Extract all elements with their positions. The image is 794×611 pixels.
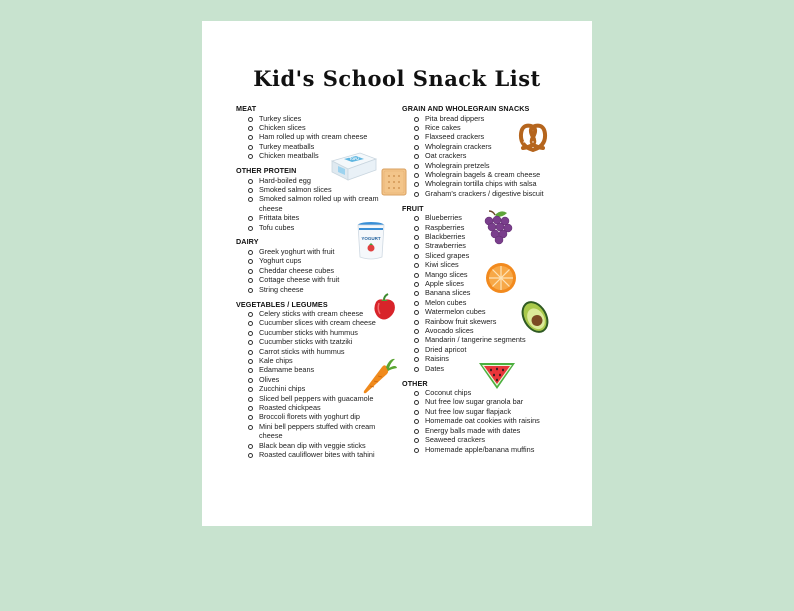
list-item: Smoked salmon slices: [236, 185, 426, 194]
tofu-label: TOFU: [349, 157, 359, 161]
orange-icon: [484, 261, 518, 295]
section-heading: MEAT: [236, 104, 257, 113]
list-item: Apple slices: [402, 279, 592, 288]
tofu-icon: [330, 151, 378, 181]
list-item: Energy balls made with dates: [402, 426, 592, 435]
list-item: Homemade oat cookies with raisins: [402, 416, 592, 425]
avocado-icon: [514, 299, 556, 335]
list-item: Chicken slices: [236, 123, 426, 132]
list-item: String cheese: [236, 285, 426, 294]
watermelon-icon: [477, 359, 517, 391]
list-item: Wholegrain tortilla chips with salsa: [402, 179, 592, 188]
snack-list-sheet: [202, 21, 592, 526]
list-item: Flaxseed crackers: [402, 132, 592, 141]
list-item: Wholegrain bagels & cream cheese: [402, 170, 592, 179]
list-item: Hard-boiled egg: [236, 176, 426, 185]
list-item: Wholegrain crackers: [402, 142, 592, 151]
list-item: Yoghurt cups: [236, 256, 426, 265]
section-heading: OTHER PROTEIN: [236, 166, 297, 176]
list-item: Zucchini chips: [236, 384, 426, 393]
list-item: Coconut chips: [402, 388, 592, 397]
list-item: Roasted cauliflower bites with tahini: [236, 450, 426, 459]
list-item: Kale chips: [236, 356, 426, 365]
list-item: Olives: [236, 375, 426, 384]
yogurt-label: YOGURT: [361, 236, 381, 241]
cracker-icon: [381, 168, 407, 196]
item-list: [402, 114, 592, 199]
list-item: Sliced grapes: [402, 251, 592, 260]
page-title: Kid's School Snack List: [253, 66, 541, 91]
list-item: Black bean dip with veggie sticks: [236, 441, 426, 450]
list-item: Melon cubes: [402, 298, 592, 307]
list-item: Broccoli florets with yoghurt dip: [236, 412, 426, 421]
list-item: Homemade apple/banana muffins: [402, 445, 592, 454]
list-item: Cucumber sticks with tzatziki: [236, 337, 426, 346]
list-item: Mango slices: [402, 270, 592, 279]
list-item: Greek yoghurt with fruit: [236, 247, 426, 256]
section-grain-wholegrain: [402, 104, 592, 198]
list-item: Ham rolled up with cream cheese: [236, 132, 426, 141]
pretzel-icon: [516, 120, 550, 154]
item-list: [236, 247, 426, 294]
list-item: Kiwi slices: [402, 260, 592, 269]
list-item: Frittata bites: [236, 213, 426, 222]
list-item: Smoked salmon rolled up with cream cheese: [236, 194, 394, 213]
carrot-icon: [360, 356, 398, 396]
list-item: Seaweed crackers: [402, 435, 592, 444]
list-item: Turkey meatballs: [236, 142, 426, 151]
list-item: Cheddar cheese cubes: [236, 266, 426, 275]
list-item: Celery sticks with cream cheese: [236, 309, 426, 318]
list-item: Tofu cubes: [236, 223, 426, 232]
list-item: Nut free low sugar granola bar: [402, 397, 592, 406]
list-item: Avocado slices: [402, 326, 592, 335]
list-item: Rainbow fruit skewers: [402, 317, 592, 326]
grapes-icon: [481, 209, 515, 245]
list-item: Watermelon cubes: [402, 307, 592, 316]
list-item: Dates: [402, 364, 592, 373]
section-heading: GRAIN AND WHOLEGRAIN SNACKS: [402, 104, 530, 113]
list-item: Sliced bell peppers with guacamole: [236, 394, 426, 403]
list-item: Nut free low sugar flapjack: [402, 407, 592, 416]
list-item: Turkey slices: [236, 114, 426, 123]
list-item: Mini bell peppers stuffed with cream cheese: [236, 422, 399, 441]
section-heading: VEGETABLES / LEGUMES: [236, 299, 328, 309]
list-item: Carrot sticks with hummus: [236, 347, 426, 356]
list-item: Blackberries: [402, 232, 592, 241]
section-dairy: [236, 237, 426, 294]
list-item: Edamame beans: [236, 365, 426, 374]
list-item: Rice cakes: [402, 123, 592, 132]
list-item: Wholegrain pretzels: [402, 161, 592, 170]
red-pepper-icon: [370, 292, 400, 322]
list-item: Raspberries: [402, 223, 592, 232]
list-item: Cucumber sticks with hummus: [236, 328, 426, 337]
list-item: Strawberries: [402, 241, 592, 250]
yogurt-icon: [356, 221, 386, 261]
section-heading: OTHER: [402, 378, 428, 388]
list-item: Dried apricot: [402, 345, 592, 354]
list-item: Cottage cheese with fruit: [236, 275, 426, 284]
list-item: Raisins: [402, 354, 592, 363]
list-item: Graham's crackers / digestive biscuit: [402, 189, 592, 198]
list-item: Oat crackers: [402, 151, 592, 160]
section-heading: DAIRY: [236, 237, 259, 247]
list-item: Pita bread dippers: [402, 114, 592, 123]
list-item: Mandarin / tangerine segments: [402, 335, 592, 344]
list-item: Blueberries: [402, 213, 592, 222]
list-item: Roasted chickpeas: [236, 403, 426, 412]
section-heading: FRUIT: [402, 203, 424, 213]
item-list: [402, 388, 592, 454]
list-item: Chicken meatballs: [236, 151, 426, 160]
list-item: Banana slices: [402, 288, 592, 297]
list-item: Cucumber slices with cream cheese: [236, 318, 426, 327]
